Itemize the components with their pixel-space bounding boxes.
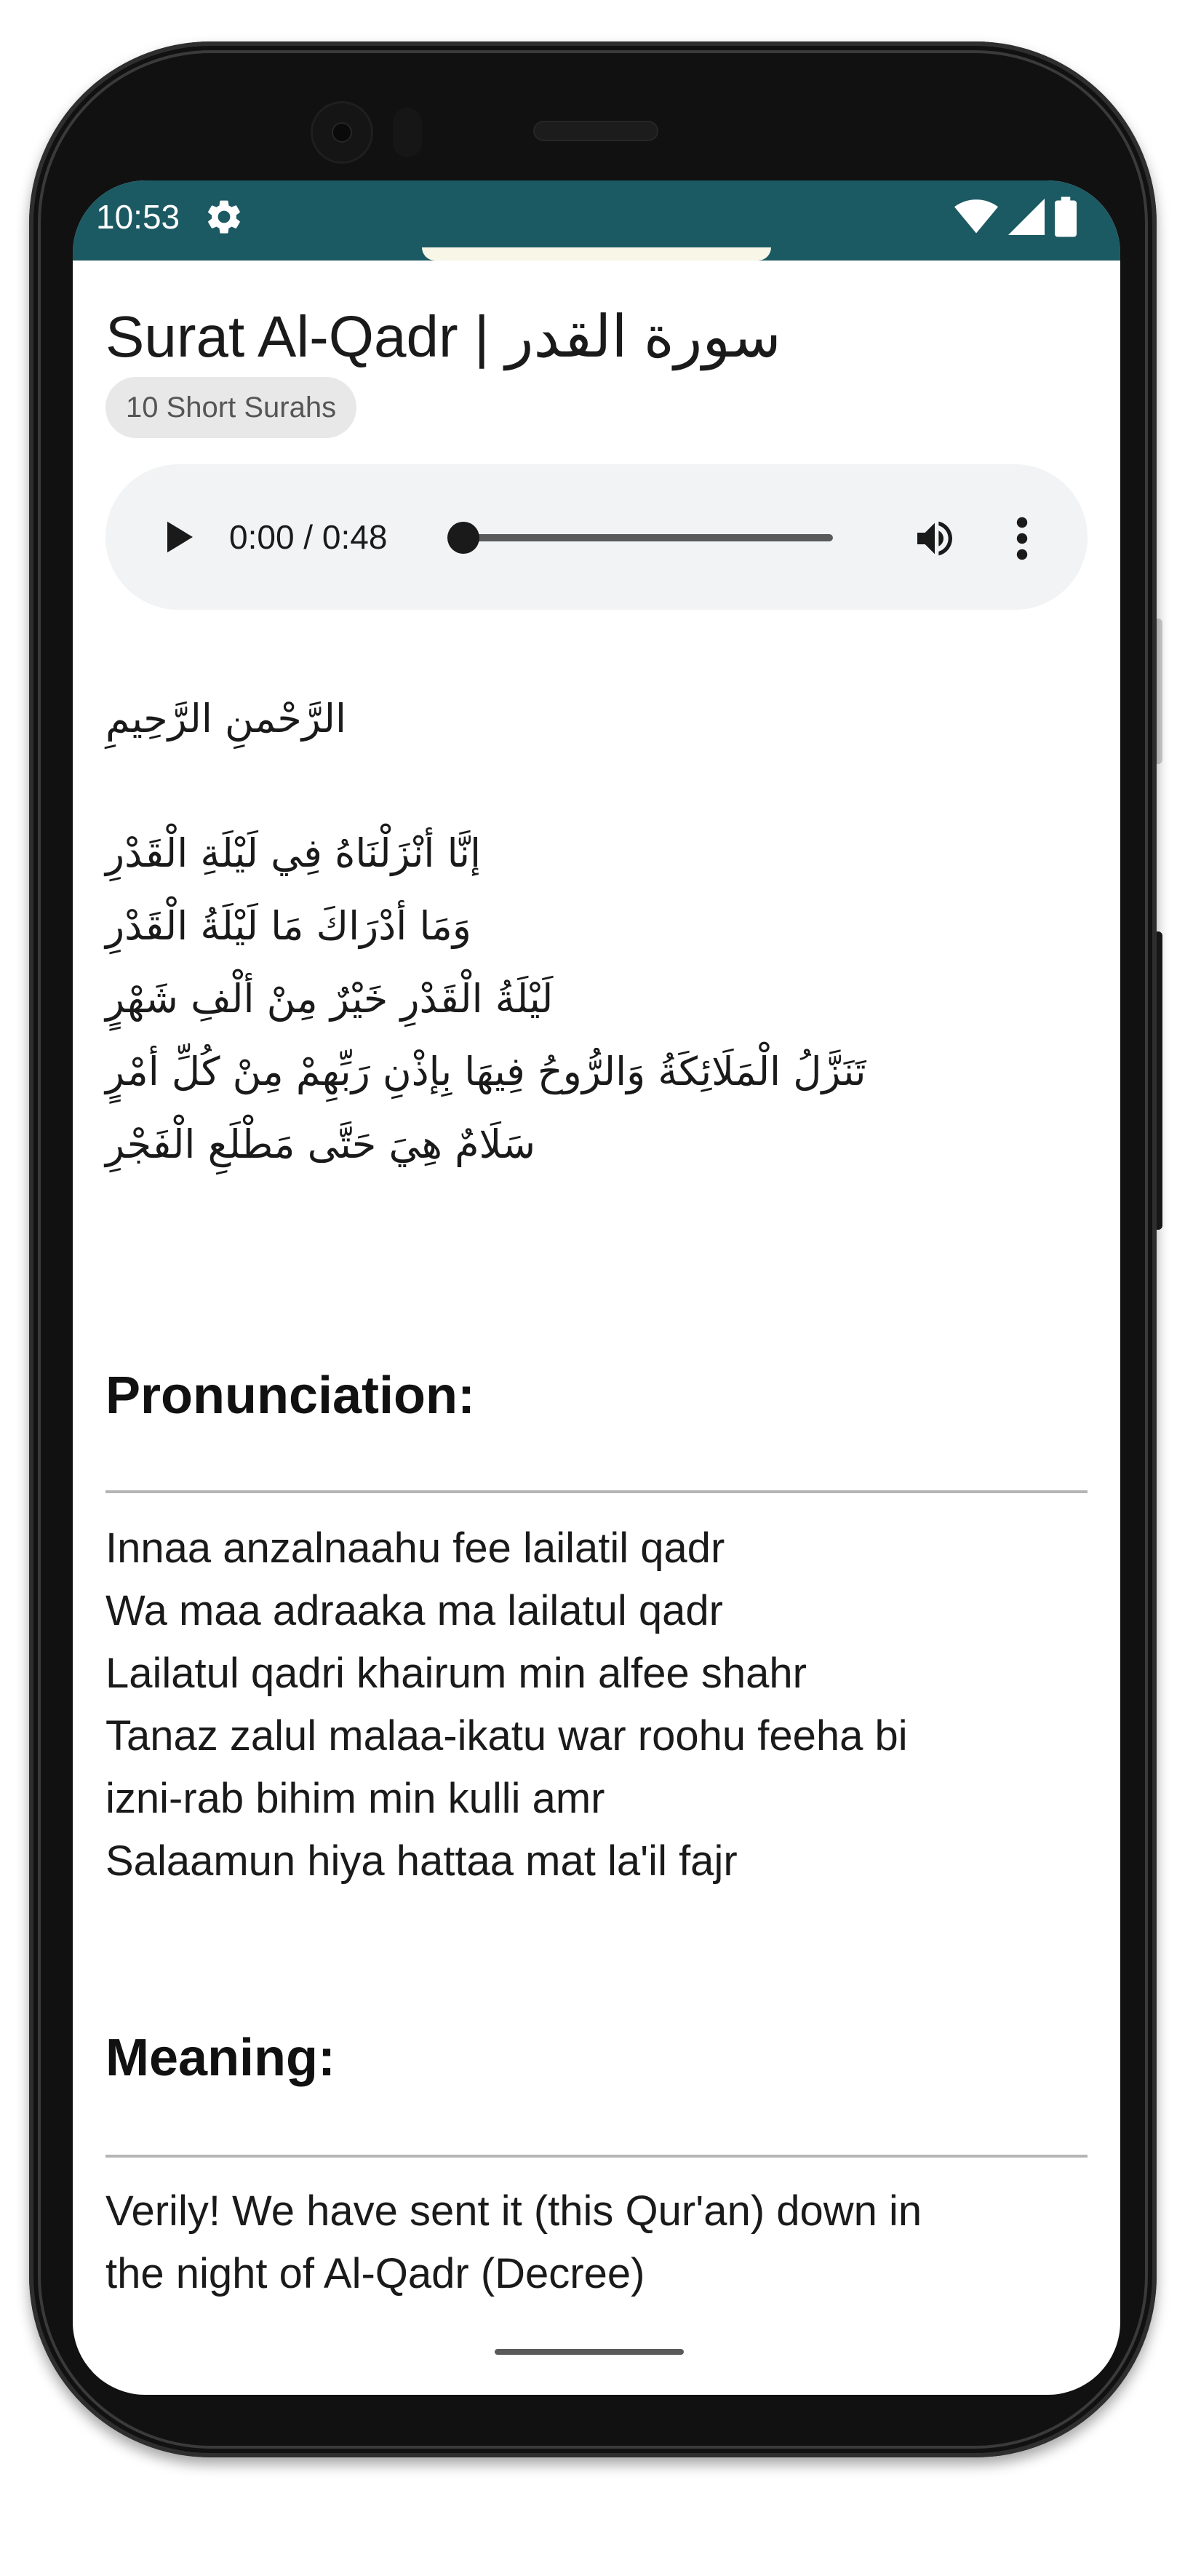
meaning-divider <box>105 2155 1088 2158</box>
pronunciation-line: Tanaz zalul malaa-ikatu war roohu feeha bi <box>105 1712 908 1760</box>
page-title: Surat Al-Qadr | سورة القدر <box>105 304 781 369</box>
seek-bar[interactable] <box>455 534 833 541</box>
meaning-line: Verily! We have sent it (this Qur'an) down in <box>105 2187 922 2235</box>
arabic-basmala: الرَّحْمنِ الرَّحِيمِ <box>105 696 346 742</box>
proximity-sensor <box>393 108 422 157</box>
audio-player <box>105 464 1088 610</box>
wifi-icon <box>954 199 998 235</box>
meaning-line: the night of Al-Qadr (Decree) <box>105 2250 645 2297</box>
pronunciation-line: izni-rab bihim min kulli amr <box>105 1775 605 1822</box>
pronunciation-heading: Pronunciation: <box>105 1367 475 1425</box>
pronunciation-line: Lailatul qadri khairum min alfee shahr <box>105 1650 807 1697</box>
pronunciation-line: Salaamun hiya hattaa mat la'il fajr <box>105 1837 738 1885</box>
pronunciation-divider <box>105 1490 1088 1493</box>
arabic-verse: إنَّا أنْزَلْنَاهُ فِي لَيْلَةِ الْقَدْرِ <box>105 830 482 876</box>
meaning-heading: Meaning: <box>105 2029 335 2087</box>
status-time: 10:53 <box>96 198 180 236</box>
header-image-edge <box>422 247 771 261</box>
arabic-verse: لَيْلَةُ الْقَدْرِ خَيْرٌ مِنْ ألْفِ شَهْرٍ <box>105 976 554 1022</box>
pronunciation-line: Wa maa adraaka ma lailatul qadr <box>105 1587 723 1634</box>
player-time: 0:00 / 0:48 <box>229 518 388 556</box>
arabic-verse: تَنَزَّلُ الْمَلَائِكَةُ وَالرُّوحُ فِيهَا بِإذْنِ رَبِّهِمْ مِنْ كُلِّ أمْرٍ <box>105 1049 866 1094</box>
more-vert-icon[interactable] <box>1008 515 1037 562</box>
status-right-icons <box>954 196 1077 237</box>
front-camera <box>313 103 371 162</box>
earpiece-speaker <box>535 122 657 140</box>
play-icon[interactable] <box>156 515 200 559</box>
pronunciation-line: Innaa anzalnaahu fee lailatil qadr <box>105 1524 725 1572</box>
home-indicator[interactable] <box>495 2349 684 2355</box>
battery-icon <box>1055 196 1077 237</box>
arabic-verse: وَمَا أدْرَاكَ مَا لَيْلَةُ الْقَدْرِ <box>105 903 471 949</box>
category-chip[interactable]: 10 Short Surahs <box>105 377 356 438</box>
seek-thumb[interactable] <box>447 522 479 554</box>
volume-icon[interactable] <box>911 515 958 562</box>
phone-screen <box>73 180 1120 2395</box>
arabic-verse: سَلَامٌ هِيَ حَتَّى مَطْلَعِ الْفَجْرِ <box>105 1121 535 1167</box>
gear-icon <box>204 196 244 237</box>
signal-icon <box>1008 199 1045 235</box>
